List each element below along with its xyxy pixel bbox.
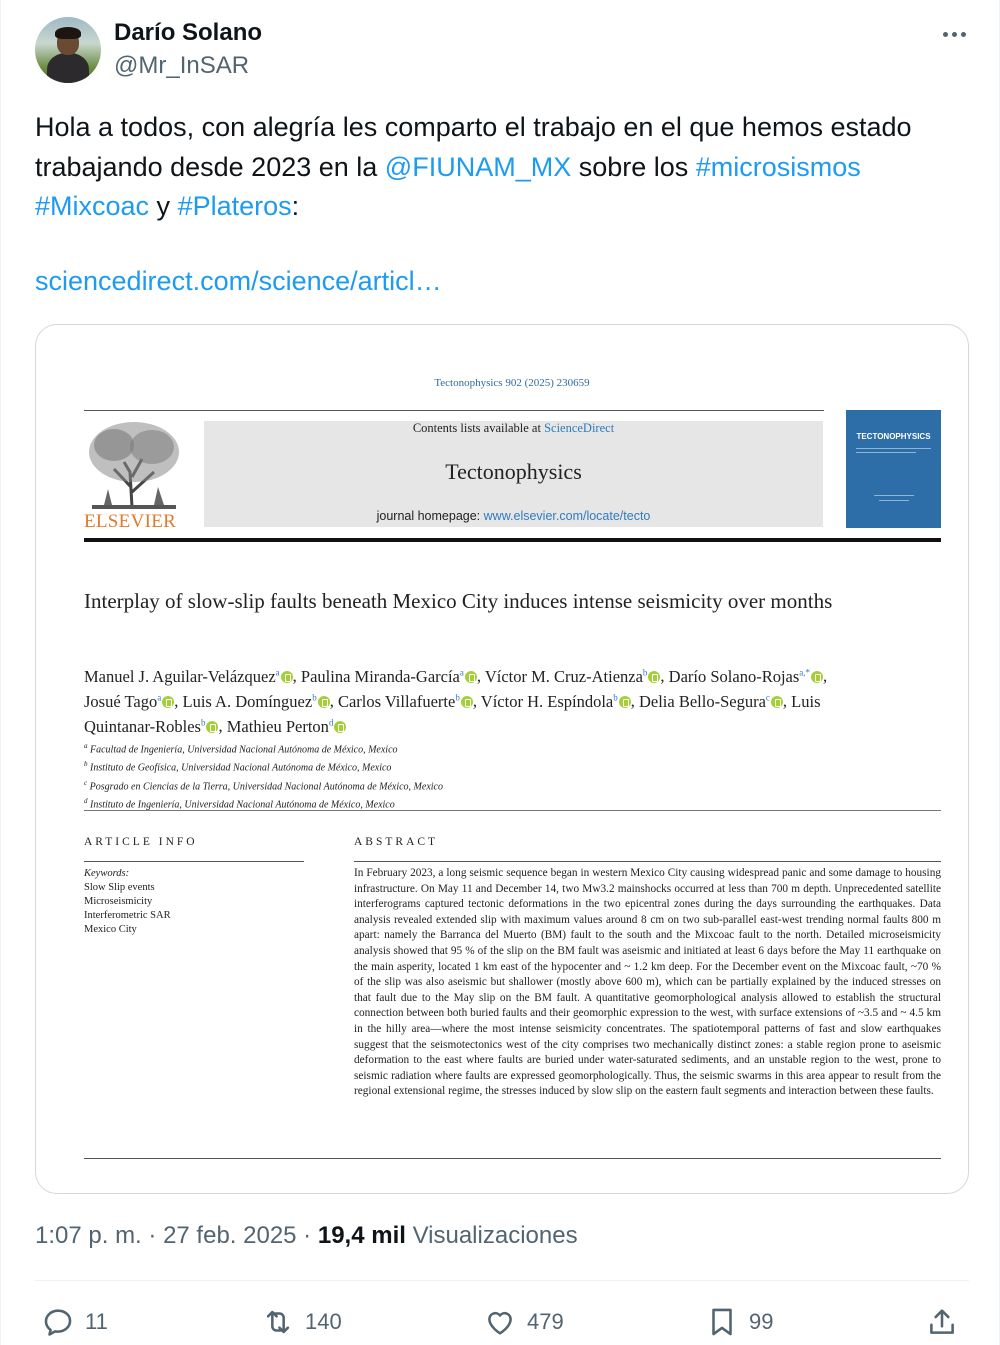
author-name: Víctor M. Cruz-Atienza [484, 666, 643, 686]
hashtag-link[interactable]: #Plateros [177, 191, 292, 221]
author-affiliation-mark: b [613, 692, 618, 702]
post-time[interactable]: 1:07 p. m. [35, 1222, 142, 1249]
author-name: Víctor H. Espíndola [480, 691, 614, 711]
journal-cover [846, 410, 941, 528]
article-title: Interplay of slow-slip faults beneath Mexico City induces intense seismicity over months [84, 589, 833, 613]
media-card[interactable] [35, 324, 969, 1194]
paper-image [84, 325, 944, 1194]
more-dot-icon [961, 32, 966, 37]
affiliation-text: Instituto de Ingeniería, Universidad Nacional Autónoma de México, Mexico [87, 799, 395, 811]
homepage-prefix: journal homepage: [376, 509, 484, 523]
author-affiliation-mark: a [275, 667, 280, 677]
author-affiliation-mark: c [765, 692, 770, 702]
hashtag-link[interactable]: #Mixcoac [35, 191, 150, 221]
keywords [84, 867, 304, 937]
more-dot-icon [943, 32, 948, 37]
author-affiliation-mark: b [642, 667, 648, 677]
bookmark-button[interactable] [705, 1302, 773, 1342]
bookmark-icon [705, 1305, 739, 1339]
orcid-icon [465, 671, 477, 683]
author [485, 667, 661, 686]
journal-title: Tectonophysics [445, 459, 582, 484]
author-list: Manuel J. Aguilar-Velázquez$^a$ , Paulina Miranda-García$^a$ , Víctor M. Cruz-Atienza$^b$ , Darío Solano-Rojas$^{a,*}$ , Josué Tago$^a$ , Luis A. Domínguez$^b$ , Carlos Villafuerte$^b$ , Víctor H. Espíndola$^b$ , Delia Bello-Segura$^c$ , Luis Quintanar-Robles$^b$ , Mathieu Perton$^d$ [84, 666, 828, 736]
author-name: Mathieu Perton [226, 716, 329, 736]
keywords-heading: Keywords: [84, 868, 130, 879]
author-affiliation-mark: b [455, 692, 460, 702]
tweet-text [35, 108, 975, 227]
journal-homepage [204, 509, 823, 523]
orcid-icon [162, 696, 174, 708]
affiliation-mark: a [84, 742, 88, 750]
author [669, 667, 823, 686]
author-name: Luis A. Domínguez [182, 691, 313, 711]
orcid-icon [206, 721, 218, 733]
orcid-icon [281, 671, 293, 683]
like-button[interactable] [483, 1302, 564, 1342]
reply-button[interactable] [41, 1302, 108, 1342]
author-name: Manuel J. Aguilar-Velázquez [84, 666, 276, 686]
affiliation [84, 757, 844, 775]
affiliation-text: Posgrado en Ciencias de la Tierra, Universidad Nacional Autónoma de México, Mexico [87, 780, 443, 792]
affiliation [84, 739, 844, 757]
tweet-text-part: sobre los [571, 151, 696, 182]
author [227, 717, 347, 736]
author [301, 667, 477, 686]
journal-reference: Tectonophysics 902 (2025) 230659 [434, 377, 590, 389]
share-icon [925, 1305, 959, 1339]
user-name[interactable]: Darío Solano [114, 19, 263, 46]
affiliation-mark: b [84, 760, 88, 769]
orcid-icon [648, 671, 660, 683]
orcid-icon [461, 696, 473, 708]
abstract-text: In February 2023, a long seismic sequence began in western Mexico City causing widespread panic and some damage to housing infrastructure. On May 11 and December 14, two Mw3.2 mainshocks occurred at less than 700 m depth. Unprecedented satellite interferograms captured tectonic deformations in the two epicentral zones during the days surrounding the earthquakes. Data analysis revealed extended slip with maximum values around 8 cm on two sub-parallel east-west trending normal faults 800 m apart: namely the Barranca del Muerto (BM) fault to the south and the Mixcoac fault to the north. Detailed microseismicity analysis showed that 95 % of the slip on the BM fault was aseismic and initiated at least 6 days before the May 11 earthquake on the main asperity, located 1 km east of the hypocenter and ~ 1.2 km deep. For the December event on the Mixcoac fault, ~70 % of the slip was also aseismic but shallower (mostly above 600 m), which can be partially explained by the induced stresses on that fault due to the May slip on the BM fault. A quantitative geomorphological analysis allowed to establish the structural connection between both buried faults and their geomorphic expression to the west, with surface extensions of ~3.5 and ~ 4.5 km in the hilly area—where the most intense seismicity concentrates. The spatiotemporal patterns of fast and slow earthquakes suggest that the seismotectonics west of the city comprises two mechanically distinct zones: a stable region prone to aseismic deformation to the east where faults are buried under water-saturated sediments, and an unstable region to the west, prone to seismic radiation where faults are expressed geomorphologically. Thus, the seismic swarms in this area appear to result from the regional extensional regime, the stresses induced by slow slip on the eastern fault segments and interaction between these faults. [354, 867, 941, 1098]
author-name: Josué Tago [84, 691, 158, 711]
author-affiliation-mark: d [328, 717, 334, 727]
orcid-icon [334, 721, 346, 733]
author [84, 692, 174, 711]
tweet-meta [35, 1222, 578, 1250]
affiliation-mark: d [84, 796, 88, 805]
affiliation-text: Facultad de Ingeniería, Universidad Nacional Autónoma de México, Mexico [87, 744, 398, 756]
repost-button[interactable] [261, 1302, 342, 1342]
repost-count: 140 [305, 1309, 342, 1334]
author-affiliation-mark: b [312, 692, 317, 702]
keyword: Microseismicity [84, 896, 153, 907]
affiliation-mark: c [84, 778, 88, 787]
orcid-icon [811, 671, 823, 683]
more-dot-icon [952, 32, 957, 37]
author-name: Luis Quintanar-Robles [84, 691, 821, 736]
publisher-name: ELSEVIER [84, 511, 177, 532]
meta-separator: · [296, 1222, 318, 1249]
author-affiliation-mark: a,* [799, 667, 811, 677]
cover-title: TECTONOPHYSICS [856, 432, 931, 441]
avatar[interactable] [35, 17, 101, 83]
repost-icon [261, 1305, 295, 1339]
reply-icon [41, 1305, 75, 1339]
affiliation [84, 776, 844, 794]
contents-prefix: Contents lists available at [412, 421, 545, 435]
author-affiliation-mark: a [157, 692, 162, 702]
author [338, 692, 473, 711]
tweet-text-part: Hola a todos, con alegría les comparto el trabajo en el que hemos estado trabajando desde 2023 en la [35, 112, 912, 182]
abstract-heading: ABSTRACT [354, 836, 439, 848]
keyword: Slow Slip events [84, 882, 155, 893]
keyword: Interferometric SAR [84, 910, 171, 921]
affiliation-text: Instituto de Geofísica, Universidad Nacional Autónoma de México, Mexico [87, 762, 392, 774]
author-name: Delia Bello-Segura [638, 691, 766, 711]
orcid-icon [619, 696, 631, 708]
author [481, 692, 631, 711]
author-name: Carlos Villafuerte [337, 691, 456, 711]
author-affiliation-mark: b [200, 717, 206, 727]
article-link[interactable]: sciencedirect.com/science/articl… [35, 266, 442, 296]
post-date[interactable]: 27 feb. 2025 [163, 1222, 297, 1249]
author [183, 692, 330, 711]
keyword: Mexico City [84, 924, 137, 935]
article-info-heading: ARTICLE INFO [84, 836, 198, 848]
author [639, 692, 783, 711]
contents-line [204, 421, 823, 436]
tweet-text-part: : [291, 191, 300, 221]
tweet-text-part: y [149, 191, 178, 221]
author-name: Darío Solano-Rojas [668, 666, 800, 686]
views-label[interactable]: Visualizaciones [405, 1222, 578, 1249]
more-options-button[interactable] [937, 20, 971, 48]
affiliations [84, 739, 844, 812]
hashtag-link[interactable]: #microsismos [695, 151, 861, 182]
share-button[interactable] [925, 1302, 969, 1342]
views-count[interactable]: 19,4 mil [317, 1222, 406, 1249]
homepage-url: www.elsevier.com/locate/tecto [483, 509, 651, 523]
orcid-icon [771, 696, 783, 708]
like-count: 479 [527, 1309, 564, 1334]
sciencedirect-link: ScienceDirect [544, 421, 615, 435]
reply-count: 11 [85, 1309, 108, 1334]
author-affiliation-mark: a [459, 667, 464, 677]
journal-banner [204, 421, 823, 527]
author [84, 667, 293, 686]
heart-icon [483, 1305, 517, 1339]
bookmark-count: 99 [749, 1309, 774, 1334]
user-handle[interactable]: @Mr_InSAR [114, 52, 250, 79]
author-name: Paulina Miranda-García [300, 666, 460, 686]
meta-separator: · [141, 1222, 164, 1249]
orcid-icon [318, 696, 330, 708]
mention-link[interactable]: @FIUNAM_MX [384, 151, 572, 182]
